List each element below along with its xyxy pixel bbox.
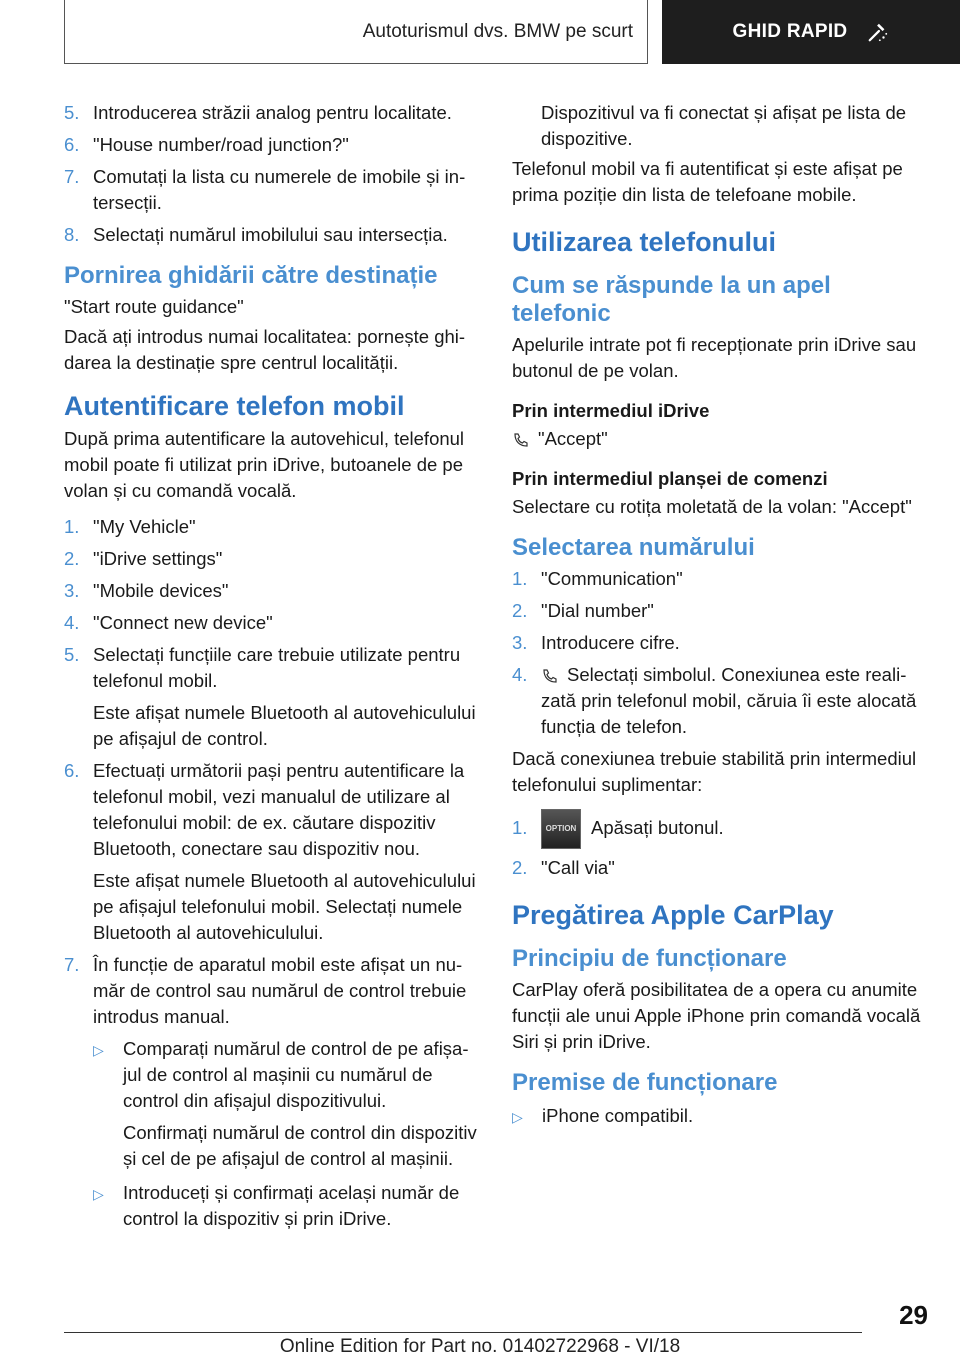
triangle-bullet-icon: ▷: [93, 1186, 104, 1202]
list-item: 2. "Call via": [512, 857, 615, 879]
quick-guide-tab: [662, 0, 960, 64]
list-item: 8. Selectați numărul imobilului sau intersecția.: [64, 224, 448, 245]
heading-prerequisites: Premise de funcționare: [512, 1069, 778, 1097]
heading-via-panel: Prin intermediul planșei de comenzi: [512, 468, 828, 489]
quick-guide-label: GHID RAPID: [732, 21, 848, 42]
dial-steps: [512, 566, 932, 740]
list-item: 6. Efectuați următorii pași pentru autentificare la telefonul mobil, vezi manualul de utilizare al telefonului mobil: de ex. căutare dispozitiv Bluetooth, conectare sau dispozitiv nou. Este afișat numele Bluetooth al autovehiculului pe afișajul telefonului mobil. Selectați numele Bluetooth al autovehiculului.: [64, 758, 480, 946]
list-item: 4. Selectați simbolul. Conexiunea este realizată prin telefonul mobil, căruia îi este alocată funcția de telefon.: [512, 664, 917, 737]
list-item: 2. "Dial number": [512, 600, 654, 621]
heading-phone-use: Utilizarea telefonului: [512, 227, 777, 257]
prerequisite-list: [512, 1103, 932, 1129]
left-column: [64, 100, 480, 1240]
list-item: 7. În funcție de aparatul mobil este afișat un număr de control sau numărul de control trebuie introdus manual. ▷ Comparați numărul de control de pe afișajul de control al mașinii cu numărul de control din afișajul dispozitivului. Confirmați numărul de control din dispozitiv și cel de pe afișajul de control al mașinii. ▷ Introduceți și confirmați același număr de control la dispozitiv și prin iDrive.: [64, 952, 480, 1232]
footer-edition: Online Edition for Part no. 01402722968 - VI/18: [279, 1336, 681, 1357]
wrench-icon: [867, 21, 889, 43]
auth-steps: [64, 514, 480, 1232]
continued-text: Dispozitivul va fi conectat și afișat pe lista de dispozitive.: [541, 102, 907, 149]
heading-dial-number: Selectarea numărului: [512, 534, 755, 561]
list-item: 4. "Connect new device": [64, 612, 273, 633]
list-item: 3. Introducere cifre.: [512, 632, 680, 653]
page-number: 29: [899, 1300, 928, 1330]
dial-extra-text: Dacă conexiunea trebuie stabilită prin intermediul telefonului suplimentar:: [512, 748, 917, 795]
phone-icon: [541, 667, 559, 685]
auth-text: După prima autentificare la autovehicul, telefonul mobil poate fi utilizat prin iDrive, butoanele de pe volan și cu comandă vocală.: [64, 428, 465, 501]
principle-text: CarPlay oferă posibilitatea de a opera cu anumite funcții ale unui Apple iPhone prin comandă vocală Siri și prin iDrive.: [512, 979, 921, 1053]
destination-steps: [64, 100, 480, 248]
list-item: 6. "House number/road junction?": [64, 134, 349, 155]
heading-via-idrive: Prin intermediul iDrive: [512, 400, 710, 421]
list-item: 1. "Communication": [512, 568, 683, 589]
heading-principle: Principiu de funcționare: [512, 945, 787, 973]
triangle-bullet-icon: ▷: [512, 1109, 523, 1126]
heading-mobile-auth: Autentificare telefon mobil: [64, 391, 405, 421]
list-item: 1. OPTION Apăsați butonul.: [512, 808, 932, 849]
section-title: Autoturismul dvs. BMW pe scurt: [362, 20, 633, 42]
heading-start-guidance: Pornirea ghidării către destinație: [64, 262, 438, 289]
bullet-item: ▷ Comparați numărul de control de pe afișajul de control al mașinii cu numărul de control din afișajul dispozitivului. Confirmați numărul de control din dispozitiv și cel de pe afișajul de control al mașinii.: [93, 1036, 480, 1172]
list-item: 1. "My Vehicle": [64, 516, 196, 537]
continued-text-2: Telefonul mobil va fi autentificat și este afișat pe prima poziție din lista de telefoane mobile.: [512, 158, 903, 205]
heading-carplay: Pregătirea Apple CarPlay: [512, 900, 834, 931]
control-number-options: [93, 1036, 480, 1232]
header-section-title: [64, 0, 648, 64]
bullet-note: Confirmați numărul de control din dispozitiv și cel de pe afișajul de control al mașinii.: [123, 1122, 477, 1169]
list-item: 3. "Mobile devices": [64, 580, 229, 601]
list-item: 5. Selectați funcțiile care trebuie utilizate pentru telefonul mobil. Este afișat numele Bluetooth al autovehiculului pe afișajul de control.: [64, 642, 480, 752]
option-button-icon: OPTION: [541, 809, 581, 849]
list-item-note: Este afișat numele Bluetooth al autovehiculului pe afișajul de control.: [93, 702, 476, 749]
list-item: 2. "iDrive settings": [64, 548, 223, 569]
phone-icon: [512, 431, 530, 449]
start-quote: "Start route guidance": [64, 296, 244, 317]
triangle-bullet-icon: ▷: [93, 1042, 104, 1058]
bullet-item: ▷ Introduceți și confirmați același număr de control la dispozitiv și prin iDrive.: [93, 1182, 460, 1229]
list-item: 7. Comutați la lista cu numerele de imobile și intersecții.: [64, 166, 466, 213]
call-via-steps: [512, 808, 932, 881]
list-item-note: Este afișat numele Bluetooth al autovehiculului pe afișajul telefonului mobil. Selectați numele Bluetooth al autovehiculului.: [93, 870, 476, 943]
start-text: Dacă ați introdus numai localitatea: pornește ghidarea la destinație spre centrul localității.: [64, 326, 466, 373]
right-column: [512, 100, 932, 1137]
bullet-item: ▷ iPhone compatibil.: [512, 1103, 932, 1129]
panel-text: Selectare cu rotița moletată de la volan: "Accept": [512, 496, 912, 517]
accept-line: "Accept": [512, 426, 932, 452]
list-item: 5. Introducerea străzii analog pentru localitate.: [64, 102, 452, 123]
heading-answer-call: Cum se răspunde la un apel telefonic: [512, 272, 831, 327]
answer-text: Apelurile intrate pot fi recepționate prin iDrive sau butonul de pe volan.: [512, 334, 917, 381]
